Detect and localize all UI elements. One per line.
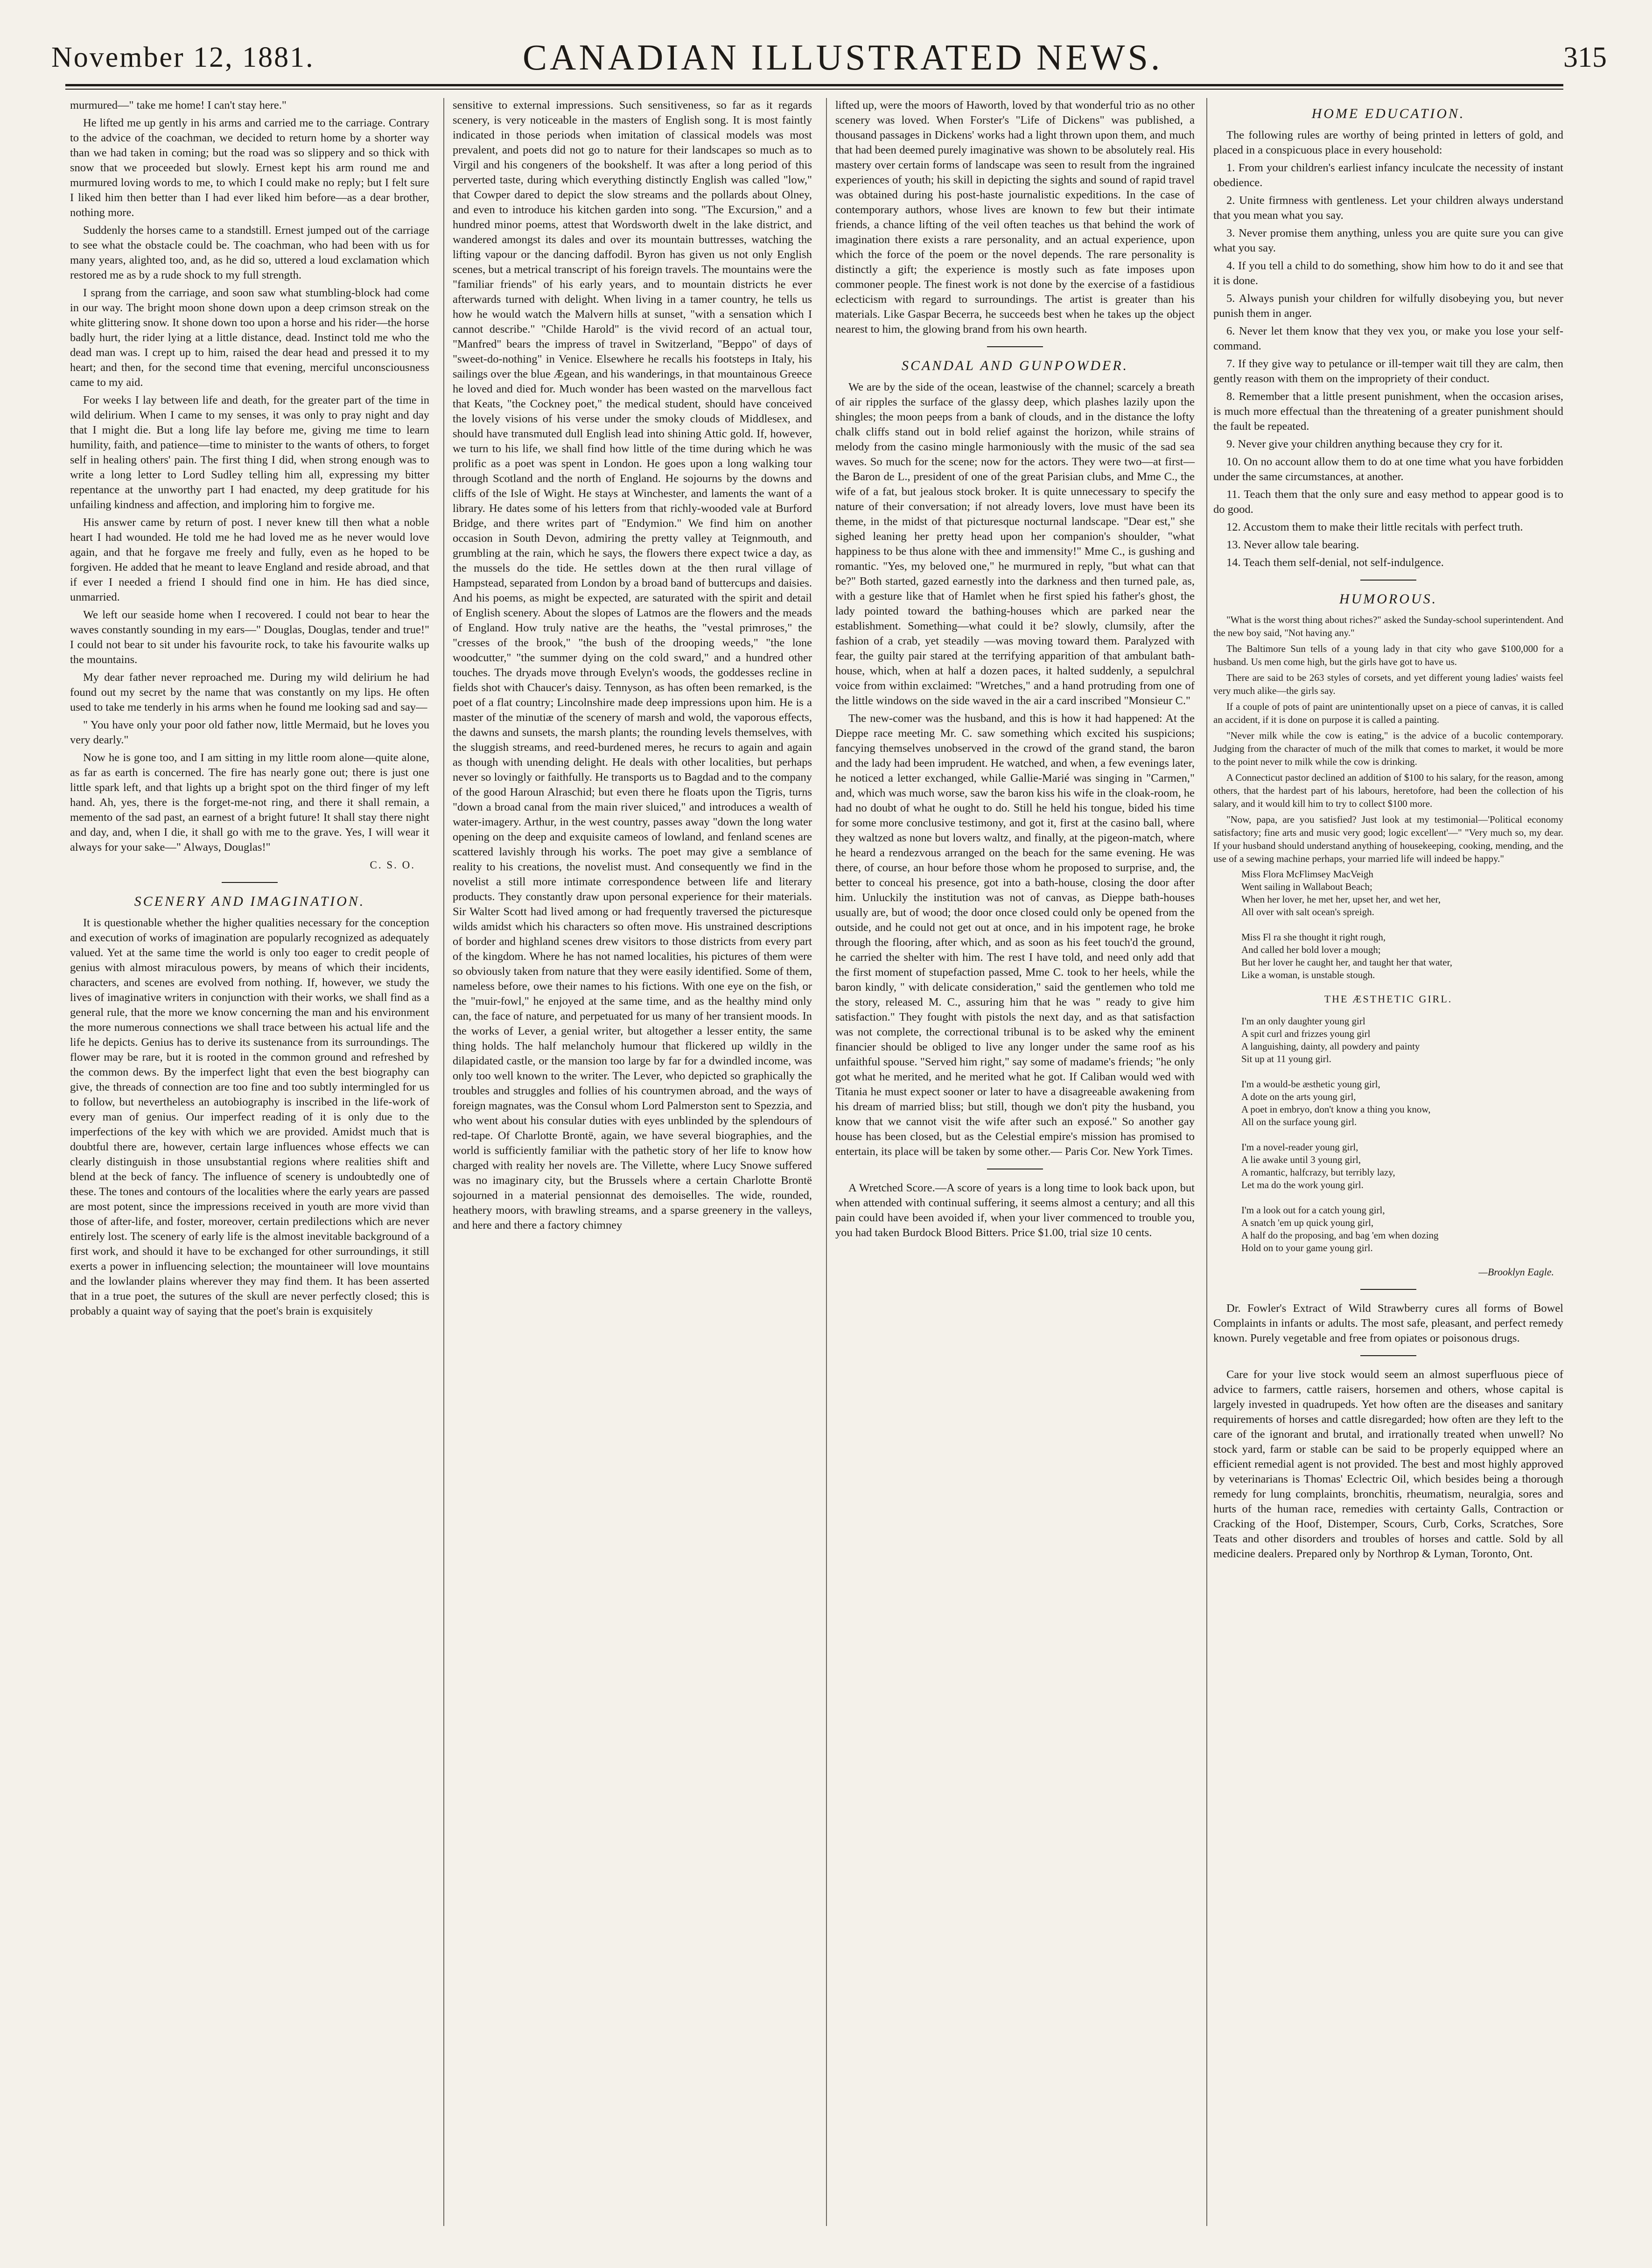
poem-line: A languishing, dainty, all powdery and painty — [1241, 1041, 1420, 1052]
poem-line: A dote on the arts young girl, — [1241, 1091, 1356, 1102]
list-item: 14. Teach them self-denial, not self-indulgence. — [1226, 556, 1444, 569]
section-rule — [1360, 580, 1416, 581]
paragraph: murmured—" take me home! I can't stay here." — [70, 99, 287, 112]
list-item: 7. If they give way to petulance or ill-temper wait till they are calm, then gently reason with them on the impropriety of their conduct. — [1213, 357, 1563, 385]
paragraph: He lifted me up gently in his arms and carried me to the carriage. Contrary to the advice of the coachman, we decided to return home by a shorter way than we had taken in coming; but the road was so slippery and so thick with snow that we proceeded but slowly. Ernest kept his arm round me and murmured loving words to me, to which I could make no reply; but I felt sure I liked him then better than I had ever liked him before—as a dear brother, nothing more. — [70, 117, 429, 219]
paragraph: We left our seaside home when I recovered. I could not bear to hear the waves constantly sounding in my ears—" Douglas, Douglas, tender and true!" I could not bear to sit under his favourite rock, to take his favourite walks up the mountains. — [70, 609, 429, 666]
rules-list — [1213, 161, 1563, 570]
masthead-rule — [65, 84, 1563, 86]
article-heading: SCENERY AND IMAGINATION. — [134, 894, 365, 909]
verse-line: Went sailing in Wallabout Beach; — [1241, 881, 1372, 892]
paragraph: lifted up, were the moors of Haworth, loved by that wonderful trio as no other scenery was loved. When Forster's "Life of Dickens" was published, a thousand passages in Dickens' works had a light thrown upon them, and much that had been deemed purely imaginative was shown to be absolutely real. His mastery over certain forms of landscape was seen to result from the ingrained experiences of youth; his skill in depicting the sights and sound of rapid travel was obtained during his post-haste journalistic expeditions. In the case of contemporary authors, whose lives are known to few but their intimate friends, a chance lifting of the veil often teaches us that behind the work of imagination there exists a rare personality, and an actual experience, upon which the force of the poem or the novel depends. The rare personality is distinctly a gift; the experience is mostly such as fate imposes upon commoner people. The finest work is not done by the exercise of a fastidious eclecticism with regard to surroundings. The artist is greater than his materials. Like Gaspar Becerra, he succeeds best when he takes up the object nearest to him, the glowing brand from his own hearth. — [835, 99, 1195, 336]
issue-date: November 12, 1881. — [51, 42, 315, 73]
poem-line: A lie awake until 3 young girl, — [1241, 1154, 1361, 1165]
verse-line: Miss Fl ra she thought it right rough, — [1241, 931, 1386, 943]
joke-item: "What is the worst thing about riches?" asked the Sunday-school superintendent. And the new boy said, "Not having any." — [1213, 614, 1563, 638]
poem-line — [1241, 1191, 1563, 1204]
article-heading: SCANDAL AND GUNPOWDER. — [901, 358, 1129, 373]
masthead — [0, 33, 1652, 84]
paragraph: Suddenly the horses came to a standstill. Ernest jumped out of the carriage to see what the obstacle could be. The coachman, who had been with us for many years, alighted too, and, as he did so, uttered a loud exclamation which restored me as by a rude shock to my full strength. — [70, 224, 429, 281]
column-4 — [1213, 98, 1563, 1564]
paragraph: I sprang from the carriage, and soon saw what stumbling-block had come in our way. The bright moon shone down upon a deep crimson streak on the white glittering snow. It shone down too upon a horse and his rider—the horse badly hurt, the rider lying at a little distance, dead. Instinct told me who the dead man was. I crept up to him, raised the dear head and pressed it to my heart; and then, for the second time that evening, merciful unconsciousness came to my aid. — [70, 287, 429, 389]
masthead-rule-thin — [65, 89, 1563, 90]
poem-line: I'm a would-be æsthetic young girl, — [1241, 1078, 1380, 1090]
list-item: 4. If you tell a child to do something, show him how to do it and see that it is done. — [1213, 259, 1563, 287]
column-1 — [70, 98, 429, 1322]
story-conclusion — [70, 98, 429, 873]
poem-line: Let ma do the work young girl. — [1241, 1179, 1364, 1190]
paragraph: " You have only your poor old father now, little Mermaid, but he loves you very dearly." — [70, 719, 429, 746]
list-item: 11. Teach them that the only sure and easy method to appear good is to do good. — [1213, 488, 1563, 516]
paragraph: sensitive to external impressions. Such sensitiveness, so far as it regards scenery, is very noticeable in the masters of English song. It is most faintly indicated in those periods when imitation of classical models was most prevalent, and poets did not go to nature for their landscapes so much as to Virgil and his congeners of the bookshelf. It was after a long period of this perverted taste, during which everything distinctly English was called "low," that Cowper dared to depict the slow streams and the pollards about Olney, and even to introduce his kitchen garden into song. "The Excursion," and a hundred minor poems, attest that Wordsworth dwelt in the lake district, and wandered amongst its dales and over its mountain buttresses, watching the lifting vapour or the dancing daffodil. Byron has given us not only English scenes, but a metrical transcript of his foreign travels. The mountains were the "familiar friends" of his early years, and to mountain districts he ever afterwards turned with delight. When living in a tamer country, he tells us how he would watch the Malvern hills at sunset, "with a sensation which I cannot describe." "Childe Harold" is the vivid record of an actual tour, "Manfred" bears the impress of travel in Switzerland, "Beppo" of days of "sweet-do-nothing" in Venice. Elsewhere he recalls his footsteps in Italy, his sailings over the blue Ægean, and his wanderings, in that mountainous Greece he loved and died for. Much wonder has been wasted on the marvellous fact that Keats, "the Cockney poet," the medical student, should have conceived the lovely visions of his verse under the smoky clouds of Middlesex, and should have transmuted dull English lead into shining Attic gold. If, however, we turn to his life, we shall find how little of the time during which he was prolific as a poet was spent in London. He goes upon a long walking tour through Scotland and the north of England. He sojourns by the downs and cliffs of the Isle of Wight. He stays at Winchester, and laments the want of a library. He dates some of his letters from that richly-wooded vale at Burford Bridge, and there writes part of "Endymion." We find him on another occasion in South Devon, admiring the pretty valley at Teignmouth, and grumbling at the rain, which he says, the flowers there expect twice a day, as the mussels do the tide. He settles down at the then rural village of Hampstead, separated from London by a broad band of buttercups and daisies. And his poems, as might be expected, are saturated with the spirit and detail of English scenery. About the slopes of Latmos are the flowers and the meads of England. How truly native are the heaths, the "vestal primroses," the "cresses of the brook," "the bush of the drooping weeds," "the lone woodcutter," "the summer dying on the cold sward," and a hundred other touches. The dryads move through Evelyn's woods, the goddesses recline in fields shot with Chaucer's daisy. Tennyson, as has often been remarked, is the poet of a flat country; Lincolnshire made deep impressions upon him. He is a master of the minutiæ of the scenery of marsh and wold, the vaporous effects, the dawns and sunsets, the marsh plants; the rounding levels themselves, with the sluggish streams, and reed-burdened meres, he recurs to again and again as though with unending delight. He deals with other localities, but perhaps never so lovingly or faithfully. He transports us to Bagdad and to the company of the good Haroun Alraschid; but even there he floats upon the Tigris, turns "down a broad canal from the main river sluiced," and introduces a wealth of water-imagery. Arthur, in the west country, passes away "down the long water opening on the deep and exquisite cameos of lowland, and fenland scenes are scattered lavishly through his works. The poet may give a semblance of reality to his creations, the novelist must. And consequently we find in the novelist a still more intimate correspondence between life and literary products. They constantly draw upon personal experience for their materials. Sir Walter Scott had lived among or had frequently traversed the picturesque wilds amidst which his characters so often move. His unstrained descriptions of border and highland scenes drew visitors to those districts from every part of the kingdom. Where he has not named localities, his pictures of them were so obviously taken from nature that they were easily identified. Some of them, nameless before, owe their names to his fictions. With one eye on the fish, or the "muir-fowl," he enjoyed at the same time, and as the healthy mind only can, the face of nature, and perpetuated for us many of her transient moods. In the works of Lever, a genial writer, but altogether a lesser entity, the same thing holds. The half melancholy humour that flickered up wildly in the dilapidated castle, or the mansion too large by far for a dwindled income, was only too well known to the writer. The Lever, who depicted so graphically the troubles and struggles and follies of his countrymen abroad, and the ways of foreign magnates, was the Consul whom Lord Palmerston sent to Spezzia, and who went about his consular duties with eyes unblinded by the splendours of red-tape. Of Charlotte Brontë, again, we have several biographies, and the world is sufficiently familiar with the pathetic story of her life to know how charged with reality her novels are. The Villette, where Lucy Snowe suffered was no imaginary city, but the Brussels where a certain Charlotte Brontë sojourned in a material pensionnat des demoiselles. The wide, rounded, heathery moors, with brawling streams, and a sparse greenery in the valleys, and here and there a factory chimney — [453, 99, 812, 1232]
paragraph: It is questionable whether the higher qualities necessary for the conception and execution of works of imagination are popularly recognized as adequately valued. Yet at the same time the world is only too eager to credit people of genius with almost miraculous powers, by means of which their incidents, characters, and scenes are evolved from nothing. If, however, we study the lives of imaginative writers in conjunction with their works, we shall find as a general rule, that the more we know concerning the man and his environment the more numerous connections we shall trace between his actual life and the life he depicts. Genius has to derive its sustenance from its surroundings. The flower may be rare, but it is rooted in the common ground and refreshed by the common dews. By the imperfect light that even the best biography can give, the threads of connection are too fine and too subtly intermingled for us to follow, but nevertheless an autobiography is inscribed in the life-work of every man of genius. Our imperfect reading of it is only due to the imperfections of the key with which we are provided. Amidst much that is doubtful there are, however, certain large influences whose effects we can clearly distinguish in those unsubstantial regions where realities shift and blend at the beck of fancy. The influence of scenery is undoubtedly one of these. The tones and contours of the localities where the early years are passed are most potent, since the impressions received in youth are more vivid than those of after-life, and foster, moreover, certain predilections which are never entirely lost. The scenery of early life is the almost inevitable background of a first work, and should it have to be exchanged for other surroundings, it still exerts a power in influencing selection; the mountaineer will love mountains and the lowlander plains wherever they may find them. It has been asserted that in a true poet, the sutures of the skull are never perfectly closed; this is probably a quaint way of saying that the poet's brain is exquisitely — [70, 917, 429, 1317]
poem-credit: —Brooklyn Eagle. — [1478, 1266, 1554, 1278]
joke-item: "Never milk while the cow is eating," is the advice of a bucolic contemporary. Judging from the character of much of the milk that comes to market, it would be more to the point never to milk while the cow is drinking. — [1213, 730, 1563, 767]
verse — [1241, 868, 1563, 981]
list-item: 1. From your children's earliest infancy inculcate the necessity of instant obedience. — [1213, 161, 1563, 189]
poem-line: A half do the proposing, and bag 'em when dozing — [1241, 1230, 1439, 1241]
poem-line: A romantic, halfcrazy, but terribly lazy, — [1241, 1167, 1395, 1178]
section-rule — [1360, 1289, 1416, 1290]
verse-line: Like a woman, is unstable stough. — [1241, 969, 1375, 980]
advertisement: Care for your live stock would seem an almost superfluous piece of advice to farmers, cattle raisers, horsemen and others, whose capital is largely invested in quadrupeds. Yet how often are the diseases and sanitary requirements of horses and cattle disregarded; how often are they left to the care of the ignorant and brutal, and irrationally treated when unwell? No stock yard, farm or stable can be said to be properly equipped where an efficient remedial agent is not provided. The best and most highly approved by veterinarians is Thomas' Eclectric Oil, which besides being a thorough remedy for lung complaints, bronchitis, rheumatism, neuralgia, sores and hurts of the human race, remedies with certainty Galls, Contraction or Cracking of the Hoof, Distemper, Scours, Curb, Corks, Scratches, Sore Teats and other disorders and troubles of horses and cattle. Sold by all medicine dealers. Prepared only by Northrop & Lyman, Toronto, Ont. — [1213, 1368, 1563, 1560]
advertisement: Dr. Fowler's Extract of Wild Strawberry cures all forms of Bowel Complaints in infants or adults. The most safe, pleasant, and perfect remedy known. Purely vegetable and free from opiates or poisonous drugs. — [1213, 1302, 1563, 1344]
list-item: 2. Unite firmness with gentleness. Let your children always understand that you mean what you say. — [1213, 194, 1563, 222]
verse-line: But her lover he caught her, and taught her that water, — [1241, 957, 1452, 968]
paragraph: For weeks I lay between life and death, for the greater part of the time in wild delirium. When I came to my senses, it was only to pray night and day that I might die. But a long life lay before me, giving me time to learn humility, faith, and patience—time to minister to the wants of others, to forget self in healing others' pain. The first thing I did, when strong enough was to write a long letter to Lord Sudley telling him all, expressing my bitter repentance at the unworthy part I had enacted, my deep gratitude for his unfailing kindness and affection, and imploring him to forgive me. — [70, 394, 429, 511]
poem-line — [1241, 1065, 1563, 1078]
poem-line: A spit curl and frizzes young girl — [1241, 1028, 1371, 1039]
poem-line: I'm a look out for a catch young girl, — [1241, 1204, 1385, 1216]
verse-line: When her lover, he met her, upset her, and wet her, — [1241, 894, 1441, 905]
page-number: 315 — [1563, 42, 1607, 73]
poem-line: I'm an only daughter young girl — [1241, 1015, 1365, 1027]
column-2 — [453, 98, 812, 1236]
column-3 — [835, 98, 1195, 1243]
paragraph: His answer came by return of post. I never knew till then what a noble heart I had wounded. He told me he had loved me as he never would love again, and that he forgave me freely and fully, even as he hoped to be forgiven. He added that he meant to leave England and reside abroad, and that if ever I needed a friend I should find one in him. He has died since, unmarried. — [70, 516, 429, 603]
list-item: 10. On no account allow them to do at one time what you have forbidden under the same circumstances, at another. — [1213, 455, 1563, 483]
jokes — [1213, 613, 1563, 865]
poem-title: THE ÆSTHETIC GIRL. — [1324, 993, 1453, 1005]
newspaper-title: CANADIAN ILLUSTRATED NEWS. — [523, 37, 1163, 77]
verse-line: And called her bold lover a mough; — [1241, 944, 1381, 955]
advertisement: A Wretched Score.—A score of years is a long time to look back upon, but when attended with continual suffering, it seems almost a century; and all this pain could have been avoided if, when your liver commenced to trouble you, you had taken Burdock Blood Bitters. Price $1.00, trial size 10 cents. — [835, 1182, 1195, 1239]
section-rule — [987, 346, 1043, 347]
article-heading: HOME EDUCATION. — [1311, 106, 1465, 121]
verse-line — [1241, 918, 1563, 931]
section-rule — [1360, 1355, 1416, 1356]
joke-item: There are said to be 263 styles of corsets, and yet different young ladies' waists feel very much alike—the girls say. — [1213, 672, 1563, 696]
joke-item: If a couple of pots of paint are unintentionally upset on a piece of canvas, it is called an accident, if it is done on purpose it is called a painting. — [1213, 701, 1563, 725]
column-divider — [826, 98, 827, 2226]
column-divider — [1206, 98, 1207, 2226]
verse-line: Miss Flora McFlimsey MacVeigh — [1241, 868, 1373, 880]
verse-line: All over with salt ocean's spreigh. — [1241, 906, 1374, 917]
joke-item: "Now, papa, are you satisfied? Just look at my testimonial—'Political economy satisfactory; fine arts and music very good; logic excellent'—" "Very much so, my dear. If your husband should understand anything of housekeeping, cooking, mending, and the use of a sewing machine perhaps, your married life will indeed be happy." — [1213, 814, 1563, 864]
article-heading: HUMOROUS. — [1339, 591, 1438, 607]
paragraph: Now he is gone too, and I am sitting in my little room alone—quite alone, as far as earth is concerned. The fire has nearly gone out; there is just one little spark left, and that lights up a bright spot on the third finger of my left hand. Ah, yes, there is the forget-me-not ring, and there it shall remain, a memento of the sad past, an earnest of a bright future! It shall stay there night and day, and, when I die, it shall go with me to the grave. Yes, I will wear it always for your sake—" Always, Douglas!" — [70, 751, 429, 854]
poem — [1241, 1015, 1563, 1254]
column-divider — [443, 98, 444, 2226]
list-item: 6. Never let them know that they vex you, or make you lose your self-command. — [1213, 325, 1563, 352]
list-item: 9. Never give your children anything because they cry for it. — [1226, 438, 1503, 450]
list-item: 8. Remember that a little present punishment, when the occasion arises, is much more effectual than the threatening of a greater punishment should the fault be repeated. — [1213, 390, 1563, 433]
list-item: 13. Never allow tale bearing. — [1226, 539, 1359, 551]
section-rule — [222, 882, 278, 883]
joke-item: A Connecticut pastor declined an addition of $100 to his salary, for the reason, among others, that the hardest part of his labours, heretofore, had been the collection of his salary, and it would kill him to try to collect $100 more. — [1213, 772, 1563, 809]
poem-line: I'm a novel-reader young girl, — [1241, 1141, 1358, 1153]
poem-line: Hold on to your game young girl. — [1241, 1242, 1373, 1253]
poem-line: Sit up at 11 young girl. — [1241, 1053, 1331, 1064]
list-item: 3. Never promise them anything, unless you are quite sure you can give what you say. — [1213, 227, 1563, 254]
list-item: 12. Accustom them to make their little recitals with perfect truth. — [1226, 521, 1523, 533]
paragraph: The following rules are worthy of being printed in letters of gold, and placed in a conspicuous place in every household: — [1213, 129, 1563, 156]
author-signature: C. S. O. — [370, 859, 415, 871]
paragraph: The new-comer was the husband, and this is how it had happened: At the Dieppe race meeting Mr. C. saw something which excited his suspicions; fancying themselves unobserved in the crowd of the grand stand, the baron and the lady had been imprudent. He watched, and when, a few evenings later, he noticed a letter exchanged, while Gallie-Marié was singing in "Carmen," and, which was much worse, saw the baron kiss his wife in the cloak-room, he had no doubt of what he ought to do. Still he held his tongue, bided his time for some more conclusive testimony, and got it, first at the casino ball, where they waltzed as none but lovers waltz, and finally, at the pigeon-match, where he heard a rendezvous arranged on the beach for the same evening. He was there, of course, an hour before those whom he proposed to surprise, and, the better to conceal his presence, got into a bath-house, closing the door after him. Unluckily the institution was not of canvas, as Dieppe bath-houses usually are, but of wood; the door once closed could only be opened from the outside, and he could not get out at once, and in his impotent rage, he broke through the flooring, after which, and as soon as his feet touch'd the ground, he carried the shelter with him. The rest I have told, and need only add that the first moment of stupefaction passed, Mme C. took to her heels, while the baron kindly, " with delicate consideration," said the gentlemen who told me the story, released M. C., assuring him that he was " ready to give him satisfaction." They fought with pistols the next day, and as that satisfaction was not complete, the correctional tribunal is to be asked why the eminent financier should be obliged to live any longer under the same roof as his unfaithful spouse. "Served him right," say some of madame's friends; "he only got what he merited, and he merited what he got. If Caliban would wed with Titania he must expect sooner or later to have a disagreeable awakening from his dream of married bliss; but still, though we don't pity the husband, you know that we cannot visit the wife after such an exposé." So another gay house has been closed, but as the Celestial empire's mission has promised to entertain, its place will be taken by some other.— Paris Cor. New York Times. — [835, 712, 1195, 1158]
paragraph: We are by the side of the ocean, leastwise of the channel; scarcely a breath of air ripples the surface of the glassy deep, which plashes lazily upon the shingles; the moon peeps from a bank of clouds, and in the distance the lofty chalk cliffs stand out in bold relief against the horizon, while strains of melody from the casino mingle harmoniously with the music of the sad sea waves. So much for the scene; now for the actors. They were two—at first—the Baron de L., president of one of the great Parisian clubs, and Mme C., the wife of a fat, but jealous stock broker. It is quite unnecessary to specify the nature of their conversation; if not already lovers, love must have been its theme, in the midst of that picturesque nocturnal landscape. "Dear est," she sighed leaning her pretty head upon her companion's shoulder, "what happiness to be thus alone with thee and immensity!" Mme C., is gushing and romantic. "Yes, my beloved one," he murmured in reply, "but what can that be?" Both started, gazed earnestly into the darkness and then turned pale, as, with a gesture like that of Hamlet when he first spied his father's ghost, the lady pointed toward the bathing-houses which are parked near the establishment. Something—what could it be? slowly, clumsily, after the fashion of a crab, yet steadily —was moving toward them. Paralyzed with fear, the guilty pair stared at the terrifying apparition of that ambulant bath-house, which, when at half a dozen paces, it halted suddenly, a sepulchral voice from within exclaimed: "Wretches," and a hand protruding from one of the little windows on the side waved in the air a card inscribed "Monsieur C." — [835, 381, 1195, 707]
poem-line: A snatch 'em up quick young girl, — [1241, 1217, 1374, 1228]
joke-item: The Baltimore Sun tells of a young lady in that city who gave $100,000 for a husband. Us men come high, but the girls have got to have us. — [1213, 643, 1563, 667]
poem-line: All on the surface young girl. — [1241, 1116, 1357, 1127]
poem-line: A poet in embryo, don't know a thing you know, — [1241, 1104, 1431, 1115]
poem-line — [1241, 1128, 1563, 1141]
paragraph: My dear father never reproached me. During my wild delirium he had found out my secret by the name that was constantly on my lips. He often used to take me tenderly in his arms when he found me looking sad and say— — [70, 671, 429, 714]
list-item: 5. Always punish your children for wilfully disobeying you, but never punish them in anger. — [1213, 292, 1563, 320]
